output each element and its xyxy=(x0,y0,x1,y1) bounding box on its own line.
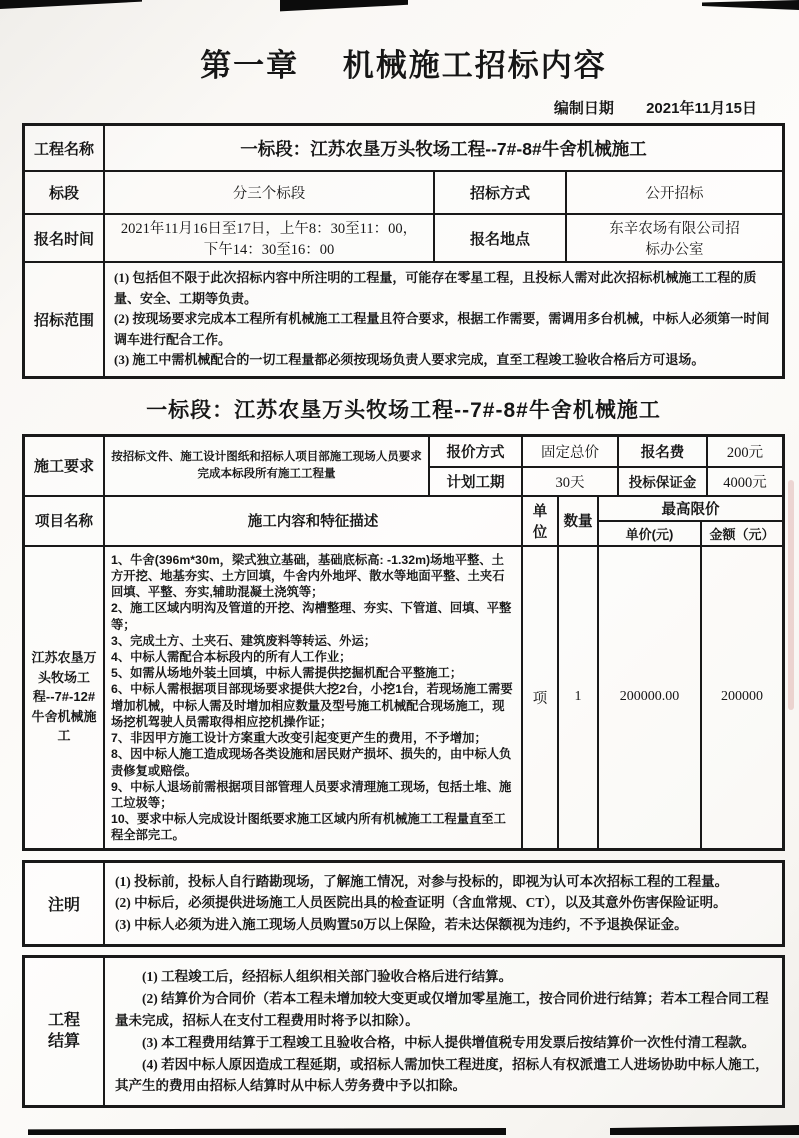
col-project-name: 项目名称 xyxy=(35,514,93,531)
item-amount: 200000 xyxy=(700,547,782,848)
signup-time-label: 报名时间 xyxy=(33,230,94,248)
bid-method-label: 招标方式 xyxy=(433,172,565,213)
signup-fee-value: 200元 xyxy=(706,437,782,466)
settlement-text: (1) 工程竣工后，经招标人组织相关部门验收合格后进行结算。 (2) 结算价为合同价（若本工程未增加较大变更或仅增加零星施工，按合同价进行结算；若本工程合同工程量未完成，招标人在支付工程费用时将予以扣除）。 (3) 本工程费用结算于工程竣工且验收合格，中标人提供增值税专用发票后按结算价一次性付清工程款。 (4) 若因中标人原因造成工程延期，或招标人需加快工程进度，招标人有权派遣工人进场协助中标人施工，其产生的费用由招标人结算时从中标人劳务费中予以扣除。 xyxy=(103,958,782,1105)
item-project-name: 江苏农垦万头牧场工程--7#-12#牛舍机械施工 xyxy=(31,650,97,744)
section-label: 标段 xyxy=(48,185,79,202)
item-description: 1、牛舍(396m*30m，梁式独立基础，基础底标高: -1.32m)场地平整、土方开挖、地基夯实、土方回填，牛舍内外地坪、散水等地面平整、土夹石回填、平整、夯实,辅助混凝土浇筑等； 2、施工区域内明沟及管道的开挖、沟槽整理、夯实、下管道、回填、平整等； 3、完成土方、土夹石、建筑废料等转运、外运； 4、中标人需配合本标段内的所有人工作业； 5、如需从场地外装土回填，中标人需提供挖掘机配合平整施工； 6、中标人需根据项目部现场要求提供大挖2台，小挖1台，若现场施工需要增加机械，中标人需及时增加相应数量及型号施工机械配合现场施工，现场挖机驾驶人员需取得相应挖机操作证； 7、非因甲方施工设计方案重大改变引起变更产生的费用，不予增加； 8、因中标人施工造成现场各类设施和居民财产损坏、损失的，由中标人负责修复或赔偿。 9、中标人退场前需根据项目部管理人员要求清理施工现场，包括土堆、施工垃圾等； 10、要求中标人完成设计图纸要求施工区域内所有机械施工工程量直至工程全部完工。 xyxy=(103,547,521,848)
bid-deposit-label: 投标保证金 xyxy=(617,466,706,495)
col-description: 施工内容和特征描述 xyxy=(103,497,521,545)
section-value: 分三个标段 xyxy=(103,172,433,213)
project-info-table xyxy=(22,123,785,379)
settlement-row xyxy=(25,958,782,1105)
item-unit: 项 xyxy=(521,547,557,848)
item-quantity: 1 xyxy=(557,547,597,848)
compile-date-line xyxy=(22,97,785,118)
section-heading: 一标段：江苏农垦万头牧场工程--7#-8#牛舍机械施工 xyxy=(146,398,661,422)
bid-deposit-value: 4000元 xyxy=(706,466,782,495)
settlement-label: 工程结算 xyxy=(47,1011,80,1050)
table-row-scope xyxy=(25,261,782,376)
notes-row xyxy=(25,863,782,945)
table-row-signup xyxy=(25,213,782,261)
table-row-project-name xyxy=(25,126,782,170)
compile-date-value: 2021年11月15日 xyxy=(646,100,757,117)
signup-place-value: 东辛农场有限公司招标办公室 xyxy=(565,215,782,261)
scan-artifact-right-smudge xyxy=(788,480,794,710)
construction-req-label: 施工要求 xyxy=(33,458,94,476)
scan-artifact-bottom-left xyxy=(28,1128,506,1135)
notes-label: 注明 xyxy=(47,896,80,914)
table-row-requirements xyxy=(25,437,782,495)
project-name-label: 工程名称 xyxy=(33,140,94,158)
plan-period-value: 30天 xyxy=(521,466,617,495)
scope-label: 招标范围 xyxy=(33,311,94,329)
table-header-row xyxy=(25,495,782,545)
notes-text: (1) 投标前，投标人自行踏勘现场，了解施工情况，对参与投标的，即视为认可本次招标工程的工程量。 (2) 中标后，必须提供进场施工人员医院出具的检查证明（含血常规、CT），以及其意外伤害保险证明。 (3) 中标人必须为进入施工现场人员购置50万以上保险，若未达保额视为违约，不予退换保证金。 xyxy=(103,863,782,945)
scope-text: (1) 包括但不限于此次招标内容中所注明的工程量，可能存在零星工程，且投标人需对此次招标机械施工工程的质量、安全、工期等负责。 (2) 按现场要求完成本工程所有机械施工工程量且符合要求，根据工作需要，需调用多台机械，中标人必须第一时间调车进行配合工作。 (3) 施工中需机械配合的一切工程量都必须按现场负责人要求完成，直至工程竣工验收合格后方可退场。 xyxy=(103,263,782,376)
construction-req-value: 按招标文件、施工设计图纸和招标人项目部施工现场人员要求完成本标段所有施工工程量 xyxy=(103,437,428,495)
col-quantity: 数量 xyxy=(557,497,597,545)
project-name-value: 一标段：江苏农垦万头牧场工程--7#-8#牛舍机械施工 xyxy=(103,126,782,170)
table-row-item xyxy=(25,545,782,848)
col-unit: 单位 xyxy=(521,497,557,545)
scan-artifact-bottom-right xyxy=(610,1125,799,1135)
document-page xyxy=(22,0,785,1108)
bid-detail-table xyxy=(22,434,785,851)
col-amount: 金额（元） xyxy=(700,520,782,545)
col-max-price: 最高限价 xyxy=(597,497,782,520)
quote-method-value: 固定总价 xyxy=(521,437,617,466)
item-unit-price: 200000.00 xyxy=(597,547,700,848)
plan-period-label: 计划工期 xyxy=(428,466,521,495)
page-title: 第一章 机械施工招标内容 xyxy=(200,48,607,83)
signup-fee-label: 报名费 xyxy=(617,437,706,466)
compile-date-label: 编制日期 xyxy=(553,100,614,117)
bid-method-value: 公开招标 xyxy=(565,172,782,213)
signup-place-label: 报名地点 xyxy=(433,215,565,261)
settlement-box xyxy=(22,955,785,1108)
quote-method-label: 报价方式 xyxy=(428,437,521,466)
col-unit-price: 单价(元) xyxy=(597,520,700,545)
table-row-section xyxy=(25,170,782,213)
signup-time-value: 2021年11月16日至17日，上午8：30至11：00，下午14：30至16：00 xyxy=(103,215,433,261)
notes-box xyxy=(22,860,785,948)
